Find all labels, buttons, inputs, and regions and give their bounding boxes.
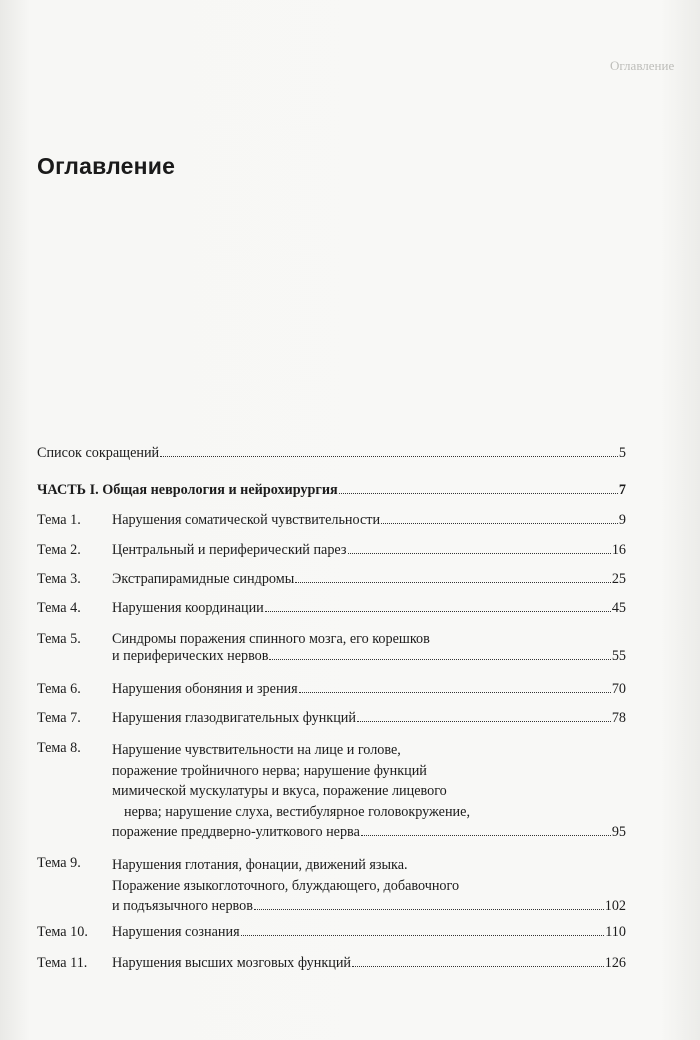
show-through-text: Оглавление [610, 58, 675, 73]
toc-entry-topic-7[interactable] [37, 710, 626, 727]
toc-entry-title: и подъязычного нервов [112, 898, 253, 914]
toc-page-number: 25 [611, 571, 626, 587]
toc-entry-title: Список сокращений [37, 445, 160, 461]
toc-entry-title: ЧАСТЬ I. Общая неврология и нейрохирургия [37, 482, 338, 498]
toc-entry-label: Тема 8. [37, 740, 81, 756]
toc-entry-title: Нарушения высших мозговых функций [112, 955, 352, 971]
toc-entry-label: Тема 7. [37, 710, 81, 726]
toc-entry-title: Нарушения сознания [112, 924, 240, 940]
toc-entry-label: Тема 4. [37, 600, 81, 616]
leader-dots [348, 543, 611, 554]
toc-entry-part-1[interactable] [37, 482, 626, 499]
toc-page-number: 95 [611, 824, 626, 840]
toc-page-number: 45 [611, 600, 626, 616]
leader-dots [265, 601, 611, 612]
leader-dots [299, 682, 611, 693]
leader-dots [269, 649, 610, 660]
toc-entry-title: Нарушения координации [112, 600, 264, 616]
leader-dots [254, 899, 604, 910]
toc-entry-label: Тема 3. [37, 571, 81, 587]
leader-dots [241, 925, 605, 936]
toc-entry-topic-10[interactable] [37, 924, 626, 941]
leader-dots [357, 711, 611, 722]
toc-entry-title-line: Нарушение чувствительности на лице и голове, [112, 742, 401, 758]
leader-dots [381, 513, 618, 524]
toc-entry-topic-8[interactable] [37, 740, 626, 843]
toc-entry-label: Тема 9. [37, 855, 81, 871]
toc-entry-title: Центральный и периферический парез [112, 542, 347, 558]
toc-entry-title-line: Нарушения глотания, фонации, движений языка. [112, 857, 408, 873]
toc-entry-topic-11[interactable] [37, 955, 626, 972]
toc-entry-title: Экстрапирамидные синдромы [112, 571, 295, 587]
toc-entry-label: Тема 1. [37, 512, 81, 528]
toc-entry-topic-9[interactable] [37, 855, 626, 917]
toc-entry-title-line: Поражение языкоглоточного, блуждающего, добавочного [112, 877, 460, 894]
toc-page-number: 16 [611, 542, 626, 558]
toc-entry-title: Нарушения соматической чувствительности [112, 512, 381, 528]
toc-entry-title-line: поражение тройничного нерва; нарушение функций [112, 762, 427, 779]
toc-entry-title-line: нерва; нарушение слуха, вестибулярное головокружение, [124, 803, 470, 820]
toc-entry-label: Тема 10. [37, 924, 88, 940]
toc-entry-abbreviations[interactable] [37, 445, 626, 462]
toc-page-number: 9 [618, 512, 626, 528]
toc-page-number: 110 [605, 924, 626, 940]
toc-page-number: 55 [611, 648, 626, 664]
toc-entry-label: Тема 2. [37, 542, 81, 558]
toc-entry-topic-1[interactable] [37, 512, 626, 529]
toc-page-number: 70 [611, 681, 626, 697]
toc-entry-topic-5[interactable] [37, 631, 626, 665]
toc-entry-title: и периферических нервов [112, 648, 269, 664]
toc-entry-topic-3[interactable] [37, 571, 626, 588]
toc-entry-title: Нарушения глазодвигательных функций [112, 710, 356, 726]
toc-page-number: 7 [618, 482, 626, 498]
toc-entry-label: Тема 5. [37, 631, 81, 647]
toc-page-number: 126 [604, 955, 626, 971]
toc-entry-title: поражение преддверно-улиткового нерва [112, 824, 360, 840]
toc-page-number: 5 [618, 445, 626, 461]
toc-page-number: 102 [604, 898, 626, 914]
toc-page-number: 78 [611, 710, 626, 726]
leader-dots [339, 483, 618, 494]
leader-dots [361, 825, 611, 836]
leader-dots [295, 572, 611, 583]
toc-entry-label: Тема 11. [37, 955, 88, 971]
toc-entry-topic-6[interactable] [37, 681, 626, 698]
toc-entry-title-line: мимической мускулатуры и вкуса, поражение лицевого [112, 783, 447, 799]
toc-entry-title-line: Синдромы поражения спинного мозга, его корешков [112, 631, 430, 647]
toc-entry-title: Нарушения обоняния и зрения [112, 681, 298, 697]
toc-entry-topic-2[interactable] [37, 542, 626, 559]
leader-dots [352, 956, 604, 967]
page-title: Оглавление [37, 153, 176, 179]
toc-entry-label: Тема 6. [37, 681, 81, 697]
leader-dots [160, 446, 618, 457]
toc-entry-topic-4[interactable] [37, 600, 626, 617]
